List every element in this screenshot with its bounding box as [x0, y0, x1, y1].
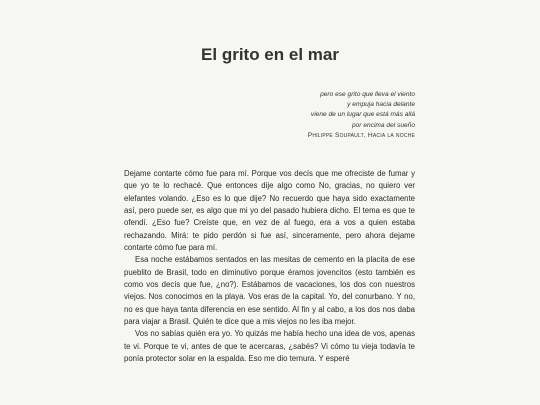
body-paragraph: Esa noche estábamos sentados en las mesitas de cemento en la placita de ese pueblito de Brasil, todo en diminutivo porque éramos jovencitos (esto también es como vos decís que fue, ¿no?). Estábamos de vacaciones, los dos con nuestros viejos. Nos conocimos en la playa. Vos eras de la capital. Yo, del conurbano. Y no, no es que haya tanta diferencia en ese sentido. Al fin y al cabo, a los dos nos daba para viajar a Brasil. Quién te dice que a mis viejos no les iba mejor. — [124, 255, 415, 327]
epigraph-line: y empuja hacia delante — [347, 101, 415, 109]
epigraph-line: viene de un lugar que está más allá — [310, 111, 415, 119]
epigraph — [308, 90, 415, 141]
epigraph-attribution: Philippe Soupault, Hacia la noche — [307, 131, 415, 139]
epigraph-line: por encima del sueño — [351, 121, 415, 129]
body-paragraph: Vos no sabías quién era yo. Yo quizás me había hecho una idea de vos, apenas te vi. Porque te vi, antes de que te acercaras, ¿sabés? Vi cómo tu vieja todavía te ponía protector solar en la espalda. Eso me dio ternura. Y esperé — [124, 329, 415, 364]
story-body — [124, 168, 415, 366]
epigraph-line: pero ese grito que lleva el viento — [320, 91, 415, 98]
story-title: El grito en el mar — [201, 45, 339, 64]
body-paragraph: Dejame contarte cómo fue para mí. Porque vos decís que me ofreciste de fumar y que yo te lo rechacé. Que entonces dije algo como No, gracias, no quiero ver elefantes volando. ¿Eso es lo que dije? No recuerdo que haya sido exactamente así, pero puede ser, es algo que mi yo del pasado hubiera dicho. El tema es que te ofendí. ¿Eso fue? Creíste que, en vez de al fuego, era a vos a quien estaba rechazando. Mirá: te pido perdón si fue así, sinceramente, pero ahora dejame contarte cómo fue para mí. — [124, 169, 415, 253]
